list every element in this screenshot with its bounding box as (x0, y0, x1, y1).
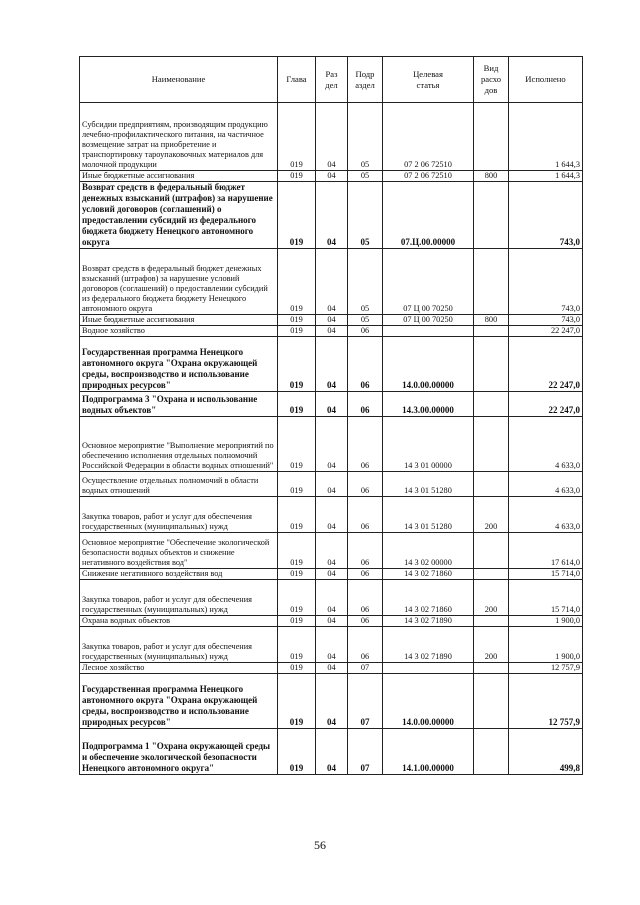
cell-kind (474, 533, 509, 569)
cell-ch: 019 (278, 103, 316, 171)
cell-kind (474, 326, 509, 337)
cell-amt: 1 644,3 (509, 171, 583, 182)
cell-amt: 12 757,9 (509, 674, 583, 729)
table-row (80, 674, 583, 729)
cell-tgt: 14.1.00.00000 (383, 729, 474, 775)
cell-kind: 800 (474, 315, 509, 326)
cell-sec: 04 (316, 569, 348, 580)
cell-sec: 04 (316, 729, 348, 775)
cell-amt: 12 757,9 (509, 663, 583, 674)
cell-kind: 200 (474, 580, 509, 616)
cell-ch: 019 (278, 171, 316, 182)
cell-amt: 743,0 (509, 182, 583, 249)
cell-amt: 4 633,0 (509, 472, 583, 497)
cell-ch: 019 (278, 533, 316, 569)
cell-name: Осуществление отдельных полномочий в области водных отношений (80, 472, 278, 497)
cell-sub: 06 (348, 580, 383, 616)
cell-name: Государственная программа Ненецкого автономного округа "Охрана окружающей среды, воспроизводство и использование природных ресурсов" (80, 674, 278, 729)
cell-sub: 05 (348, 249, 383, 315)
table-row (80, 497, 583, 533)
cell-tgt: 14 3 01 51280 (383, 472, 474, 497)
cell-amt: 743,0 (509, 315, 583, 326)
cell-name: Охрана водных объектов (80, 616, 278, 627)
cell-sub: 05 (348, 171, 383, 182)
cell-sub: 05 (348, 103, 383, 171)
cell-sec: 04 (316, 182, 348, 249)
table-row (80, 472, 583, 497)
cell-tgt (383, 326, 474, 337)
cell-tgt: 14 3 02 71860 (383, 580, 474, 616)
cell-amt: 499,8 (509, 729, 583, 775)
cell-sec: 04 (316, 663, 348, 674)
cell-sub: 05 (348, 182, 383, 249)
cell-sec: 04 (316, 627, 348, 663)
cell-sub: 07 (348, 729, 383, 775)
cell-amt: 743,0 (509, 249, 583, 315)
cell-sub: 06 (348, 392, 383, 417)
cell-kind (474, 569, 509, 580)
cell-sec: 04 (316, 171, 348, 182)
cell-kind (474, 674, 509, 729)
cell-amt: 22 247,0 (509, 392, 583, 417)
cell-name: Основное мероприятие "Выполнение мероприятий по обеспечению исполнения отдельных полномочий Российской Федерации в области водных отношений" (80, 417, 278, 472)
cell-sec: 04 (316, 315, 348, 326)
cell-tgt: 07 2 06 72510 (383, 103, 474, 171)
cell-sub: 07 (348, 674, 383, 729)
cell-tgt: 14 3 02 71890 (383, 616, 474, 627)
cell-amt: 15 714,0 (509, 569, 583, 580)
cell-tgt: 07 2 06 72510 (383, 171, 474, 182)
table-row (80, 627, 583, 663)
header-executed: Исполнено (509, 57, 583, 103)
cell-sec: 04 (316, 249, 348, 315)
table-row (80, 337, 583, 392)
cell-kind (474, 472, 509, 497)
table-header-row (80, 57, 583, 103)
cell-sub: 07 (348, 663, 383, 674)
cell-sec: 04 (316, 103, 348, 171)
cell-kind (474, 392, 509, 417)
cell-sec: 04 (316, 580, 348, 616)
table-row (80, 729, 583, 775)
cell-name: Государственная программа Ненецкого автономного округа "Охрана окружающей среды, воспроизводство и использование природных ресурсов" (80, 337, 278, 392)
cell-sec: 04 (316, 326, 348, 337)
cell-sub: 06 (348, 569, 383, 580)
cell-tgt: 14 3 01 00000 (383, 417, 474, 472)
header-kind: Вид расхо дов (474, 57, 509, 103)
cell-ch: 019 (278, 417, 316, 472)
cell-ch: 019 (278, 497, 316, 533)
cell-tgt: 14 3 02 71860 (383, 569, 474, 580)
table-row (80, 392, 583, 417)
table-row (80, 580, 583, 616)
table-row (80, 569, 583, 580)
cell-ch: 019 (278, 627, 316, 663)
cell-amt: 4 633,0 (509, 497, 583, 533)
cell-kind (474, 182, 509, 249)
table-row (80, 417, 583, 472)
cell-name: Закупка товаров, работ и услуг для обеспечения государственных (муниципальных) нужд (80, 627, 278, 663)
cell-sub: 06 (348, 533, 383, 569)
cell-kind (474, 729, 509, 775)
cell-amt: 4 633,0 (509, 417, 583, 472)
cell-sub: 06 (348, 337, 383, 392)
table-row (80, 249, 583, 315)
cell-ch: 019 (278, 569, 316, 580)
cell-name: Субсидии предприятиям, производящим продукцию лечебно-профилактического питания, на частичное возмещение затрат на приобретение и транспортировку тароупаковочных материалов для молочной продукции (80, 103, 278, 171)
cell-ch: 019 (278, 616, 316, 627)
cell-sub: 06 (348, 417, 383, 472)
cell-kind (474, 103, 509, 171)
page-number: 56 (314, 838, 326, 852)
cell-kind (474, 337, 509, 392)
cell-name: Водное хозяйство (80, 326, 278, 337)
cell-tgt: 14 3 02 00000 (383, 533, 474, 569)
cell-kind: 200 (474, 497, 509, 533)
cell-tgt: 07.Ц.00.00000 (383, 182, 474, 249)
table-row (80, 533, 583, 569)
cell-name: Закупка товаров, работ и услуг для обеспечения государственных (муниципальных) нужд (80, 580, 278, 616)
cell-ch: 019 (278, 472, 316, 497)
cell-sec: 04 (316, 417, 348, 472)
cell-sec: 04 (316, 337, 348, 392)
cell-name: Основное мероприятие "Обеспечение экологической безопасности водных объектов и снижение негативного воздействия вод" (80, 533, 278, 569)
cell-sec: 04 (316, 616, 348, 627)
budget-table (79, 56, 583, 775)
cell-sub: 06 (348, 627, 383, 663)
cell-name: Возврат средств в федеральный бюджет денежных взысканий (штрафов) за нарушение условий договоров (соглашений) о предоставлении субсидий из федерального бюджета бюджету Ненецкого автономного округа (80, 182, 278, 249)
cell-ch: 019 (278, 315, 316, 326)
cell-ch: 019 (278, 249, 316, 315)
cell-kind: 200 (474, 627, 509, 663)
table-row (80, 182, 583, 249)
cell-ch: 019 (278, 337, 316, 392)
cell-sec: 04 (316, 533, 348, 569)
cell-kind (474, 249, 509, 315)
cell-ch: 019 (278, 663, 316, 674)
cell-kind: 800 (474, 171, 509, 182)
table-row (80, 171, 583, 182)
table-row (80, 663, 583, 674)
cell-tgt: 07 Ц 00 70250 (383, 315, 474, 326)
cell-name: Закупка товаров, работ и услуг для обеспечения государственных (муниципальных) нужд (80, 497, 278, 533)
header-name: Наименование (80, 57, 278, 103)
cell-sec: 04 (316, 472, 348, 497)
header-chapter: Глава (278, 57, 316, 103)
cell-name: Снижение негативного воздействия вод (80, 569, 278, 580)
cell-ch: 019 (278, 392, 316, 417)
cell-tgt: 14.0.00.00000 (383, 674, 474, 729)
cell-tgt: 14 3 02 71890 (383, 627, 474, 663)
cell-sub: 06 (348, 472, 383, 497)
cell-amt: 1 900,0 (509, 627, 583, 663)
cell-sub: 05 (348, 315, 383, 326)
table-row (80, 326, 583, 337)
cell-name: Подпрограмма 3 "Охрана и использование водных объектов" (80, 392, 278, 417)
cell-kind (474, 616, 509, 627)
cell-name: Подпрограмма 1 "Охрана окружающей среды и обеспечение экологической безопасности Ненецкого автономного округа" (80, 729, 278, 775)
cell-amt: 22 247,0 (509, 337, 583, 392)
cell-kind (474, 417, 509, 472)
cell-sub: 06 (348, 326, 383, 337)
cell-sec: 04 (316, 674, 348, 729)
cell-tgt: 14 3 01 51280 (383, 497, 474, 533)
cell-name: Лесное хозяйство (80, 663, 278, 674)
table-row (80, 315, 583, 326)
cell-tgt: 14.3.00.00000 (383, 392, 474, 417)
cell-amt: 17 614,0 (509, 533, 583, 569)
table-body (80, 103, 583, 775)
header-target: Целевая статья (383, 57, 474, 103)
cell-name: Возврат средств в федеральный бюджет денежных взысканий (штрафов) за нарушение условий договоров (соглашений) о предоставлении субсидий из федерального бюджета бюджету Ненецкого автономного округа (80, 249, 278, 315)
cell-tgt (383, 663, 474, 674)
cell-kind (474, 663, 509, 674)
cell-ch: 019 (278, 580, 316, 616)
cell-amt: 1 900,0 (509, 616, 583, 627)
cell-sec: 04 (316, 497, 348, 533)
cell-tgt: 14.0.00.00000 (383, 337, 474, 392)
header-section: Раз дел (316, 57, 348, 103)
cell-tgt: 07 Ц 00 70250 (383, 249, 474, 315)
cell-sec: 04 (316, 392, 348, 417)
cell-ch: 019 (278, 729, 316, 775)
cell-ch: 019 (278, 182, 316, 249)
cell-name: Иные бюджетные ассигнования (80, 315, 278, 326)
cell-sub: 06 (348, 616, 383, 627)
cell-amt: 22 247,0 (509, 326, 583, 337)
cell-sub: 06 (348, 497, 383, 533)
cell-amt: 15 714,0 (509, 580, 583, 616)
cell-ch: 019 (278, 326, 316, 337)
table-row (80, 103, 583, 171)
header-subsection: Подр аздел (348, 57, 383, 103)
cell-amt: 1 644,3 (509, 103, 583, 171)
table-row (80, 616, 583, 627)
cell-name: Иные бюджетные ассигнования (80, 171, 278, 182)
cell-ch: 019 (278, 674, 316, 729)
